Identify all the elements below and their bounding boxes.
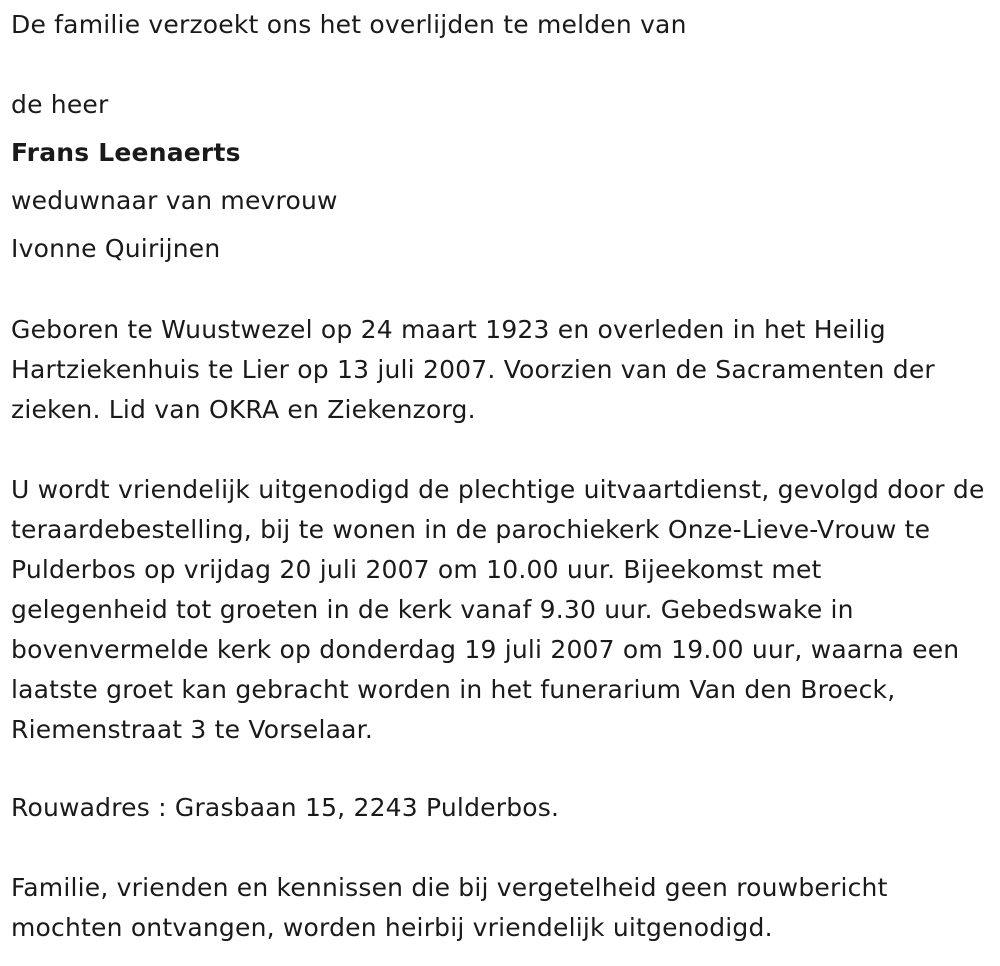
salutation: de heer (11, 90, 109, 119)
relation-text: weduwnaar van mevrouw (11, 186, 338, 215)
birth-death-paragraph: Geboren te Wuustwezel op 24 maart 1923 en overleden in het Heilig Hartziekenhuis te Lier op 13 juli 2007. Voorzien van de Sacramenten der zieken. Lid van OKRA en Ziekenzorg. (11, 315, 935, 424)
address-paragraph: Rouwadres : Grasbaan 15, 2243 Pulderbos. (11, 793, 560, 822)
closing-paragraph: Familie, vrienden en kennissen die bij vergetelheid geen rouwbericht mochten ontvangen, worden heirbij vriendelijk uitgenodigd. (11, 873, 888, 942)
funeral-paragraph: U wordt vriendelijk uitgenodigd de plechtige uitvaartdienst, gevolgd door de teraardebestelling, bij te wonen in de parochiekerk Onze-Lieve-Vrouw te Pulderbos op vrijdag 20 juli 2007 om 10.00 uur. Bijeekomst met gelegenheid tot groeten in de kerk vanaf 9.30 uur. Gebedswake in bovenvermelde kerk op donderdag 19 juli 2007 om 19.00 uur, waarna een laatste groet kan gebracht worden in het funerarium Van den Broeck, Riemenstraat 3 te Vorselaar. (11, 475, 985, 744)
spouse-name: Ivonne Quirijnen (11, 234, 221, 263)
intro-text: De familie verzoekt ons het overlijden te melden van (11, 10, 687, 39)
deceased-name: Frans Leenaerts (11, 138, 241, 167)
